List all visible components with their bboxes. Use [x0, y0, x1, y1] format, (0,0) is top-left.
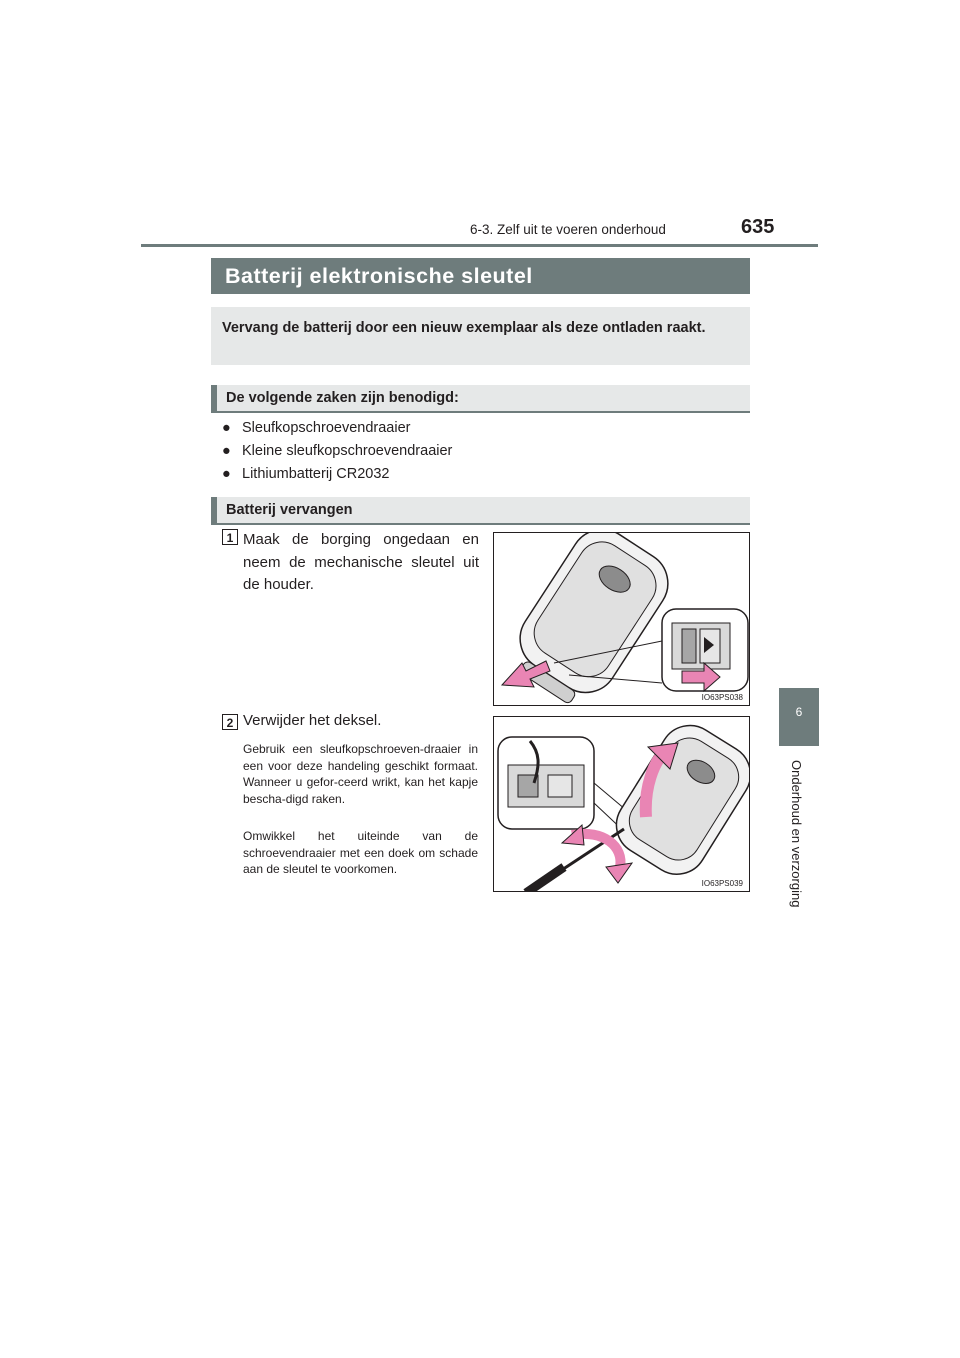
replace-heading: Batterij vervangen: [211, 497, 750, 525]
bullet-icon: ●: [222, 420, 231, 436]
section-header: 6-3. Zelf uit te voeren onderhoud: [470, 222, 666, 237]
chapter-tab: 6: [779, 688, 819, 746]
list-item: [222, 417, 452, 440]
page-title: Batterij elektronische sleutel: [211, 258, 750, 294]
header-rule: [141, 244, 818, 247]
intro-text: Vervang de batterij door een nieuw exemplaar als deze ontladen raakt.: [211, 307, 750, 365]
list-item-text: Lithiumbatterij CR2032: [242, 466, 390, 482]
step-2-note-1: Gebruik een sleufkopschroeven-draaier in een voor deze handeling geschikt formaat. Wanneer u gefor-ceerd wrikt, kan het kapje bescha-digd raken.: [243, 742, 478, 806]
list-item-text: Sleufkopschroevendraaier: [242, 420, 411, 436]
bullet-icon: ●: [222, 443, 231, 459]
list-item-text: Kleine sleufkopschroevendraaier: [242, 443, 453, 459]
list-item: [222, 463, 452, 486]
figure-label: IO63PS038: [701, 693, 743, 702]
list-item: [222, 440, 452, 463]
step-number-1: 1: [222, 529, 238, 545]
step-number-2: 2: [222, 714, 238, 730]
chapter-title-vertical: [784, 760, 804, 920]
bullet-icon: ●: [222, 466, 231, 482]
page-number: 635: [741, 216, 775, 238]
key-fob-illustration: [494, 533, 749, 705]
figure-label: IO63PS039: [701, 879, 743, 888]
figure-remove-cover: [493, 716, 750, 892]
chapter-title: Onderhoud en verzorging: [789, 760, 804, 908]
step-2-text: Verwijder het deksel.: [243, 712, 382, 729]
needed-list: [222, 417, 452, 486]
figure-remove-mechanical-key: [493, 532, 750, 706]
cover-removal-illustration: [494, 717, 749, 891]
step-2-note-2: Omwikkel het uiteinde van de schroevendraaier met een doek om schade aan de sleutel te voorkomen.: [243, 829, 478, 876]
needed-heading: De volgende zaken zijn benodigd:: [211, 385, 750, 413]
step-1-text: Maak de borging ongedaan en neem de mechanische sleutel uit de houder.: [243, 531, 479, 593]
